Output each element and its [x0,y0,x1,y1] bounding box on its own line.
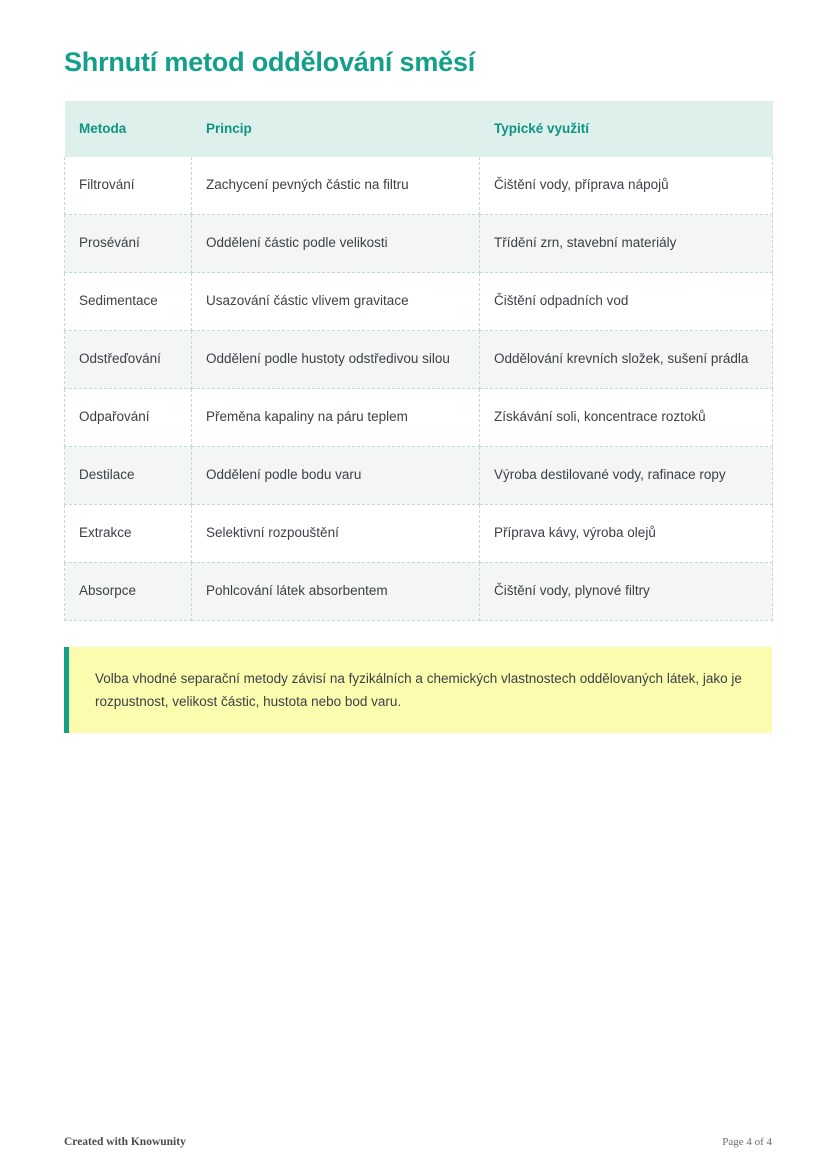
cell-use: Příprava kávy, výroba olejů [480,504,773,562]
cell-principle: Oddělení podle hustoty odstředivou silou [192,331,480,389]
cell-use: Oddělování krevních složek, sušení prádla [480,331,773,389]
separation-methods-table [64,100,773,620]
page-title: Shrnutí metod oddělování směsí [64,47,476,77]
cell-use: Čištění vody, příprava nápojů [480,157,773,215]
table-row [65,389,773,447]
table-row [65,562,773,620]
column-header-principle: Princip [192,101,480,157]
cell-method: Extrakce [65,504,192,562]
cell-use: Výroba destilované vody, rafinace ropy [480,447,773,505]
table-header [65,101,773,157]
callout-note [64,647,772,733]
cell-method: Sedimentace [65,273,192,331]
cell-method: Odpařování [65,389,192,447]
callout-note-text: Volba vhodné separační metody závisí na fyzikálních a chemických vlastnostech oddělovaných látek, jako je rozpustnost, velikost částic, hustota nebo bod varu. [95,670,742,709]
column-header-method: Metoda [65,101,192,157]
cell-method: Filtrování [65,157,192,215]
table-row [65,215,773,273]
cell-use: Třídění zrn, stavební materiály [480,215,773,273]
cell-method: Destilace [65,447,192,505]
cell-principle: Usazování částic vlivem gravitace [192,273,480,331]
table-row [65,447,773,505]
table-row [65,157,773,215]
footer-brand: Created with Knowunity [64,1136,186,1148]
cell-method: Absorpce [65,562,192,620]
page-footer [0,1127,828,1157]
cell-method: Odstřeďování [65,331,192,389]
cell-method: Prosévání [65,215,192,273]
column-header-use: Typické využití [480,101,773,157]
table-header-row [65,101,773,157]
cell-principle: Oddělení částic podle velikosti [192,215,480,273]
cell-use: Čištění odpadních vod [480,273,773,331]
cell-principle: Oddělení podle bodu varu [192,447,480,505]
cell-principle: Pohlcování látek absorbentem [192,562,480,620]
table-row [65,273,773,331]
table-row [65,331,773,389]
table-body [65,157,773,620]
cell-use: Čištění vody, plynové filtry [480,562,773,620]
cell-principle: Přeměna kapaliny na páru teplem [192,389,480,447]
footer-page-number: Page 4 of 4 [722,1136,772,1148]
cell-principle: Zachycení pevných částic na filtru [192,157,480,215]
cell-use: Získávání soli, koncentrace roztoků [480,389,773,447]
cell-principle: Selektivní rozpouštění [192,504,480,562]
table-row [65,504,773,562]
